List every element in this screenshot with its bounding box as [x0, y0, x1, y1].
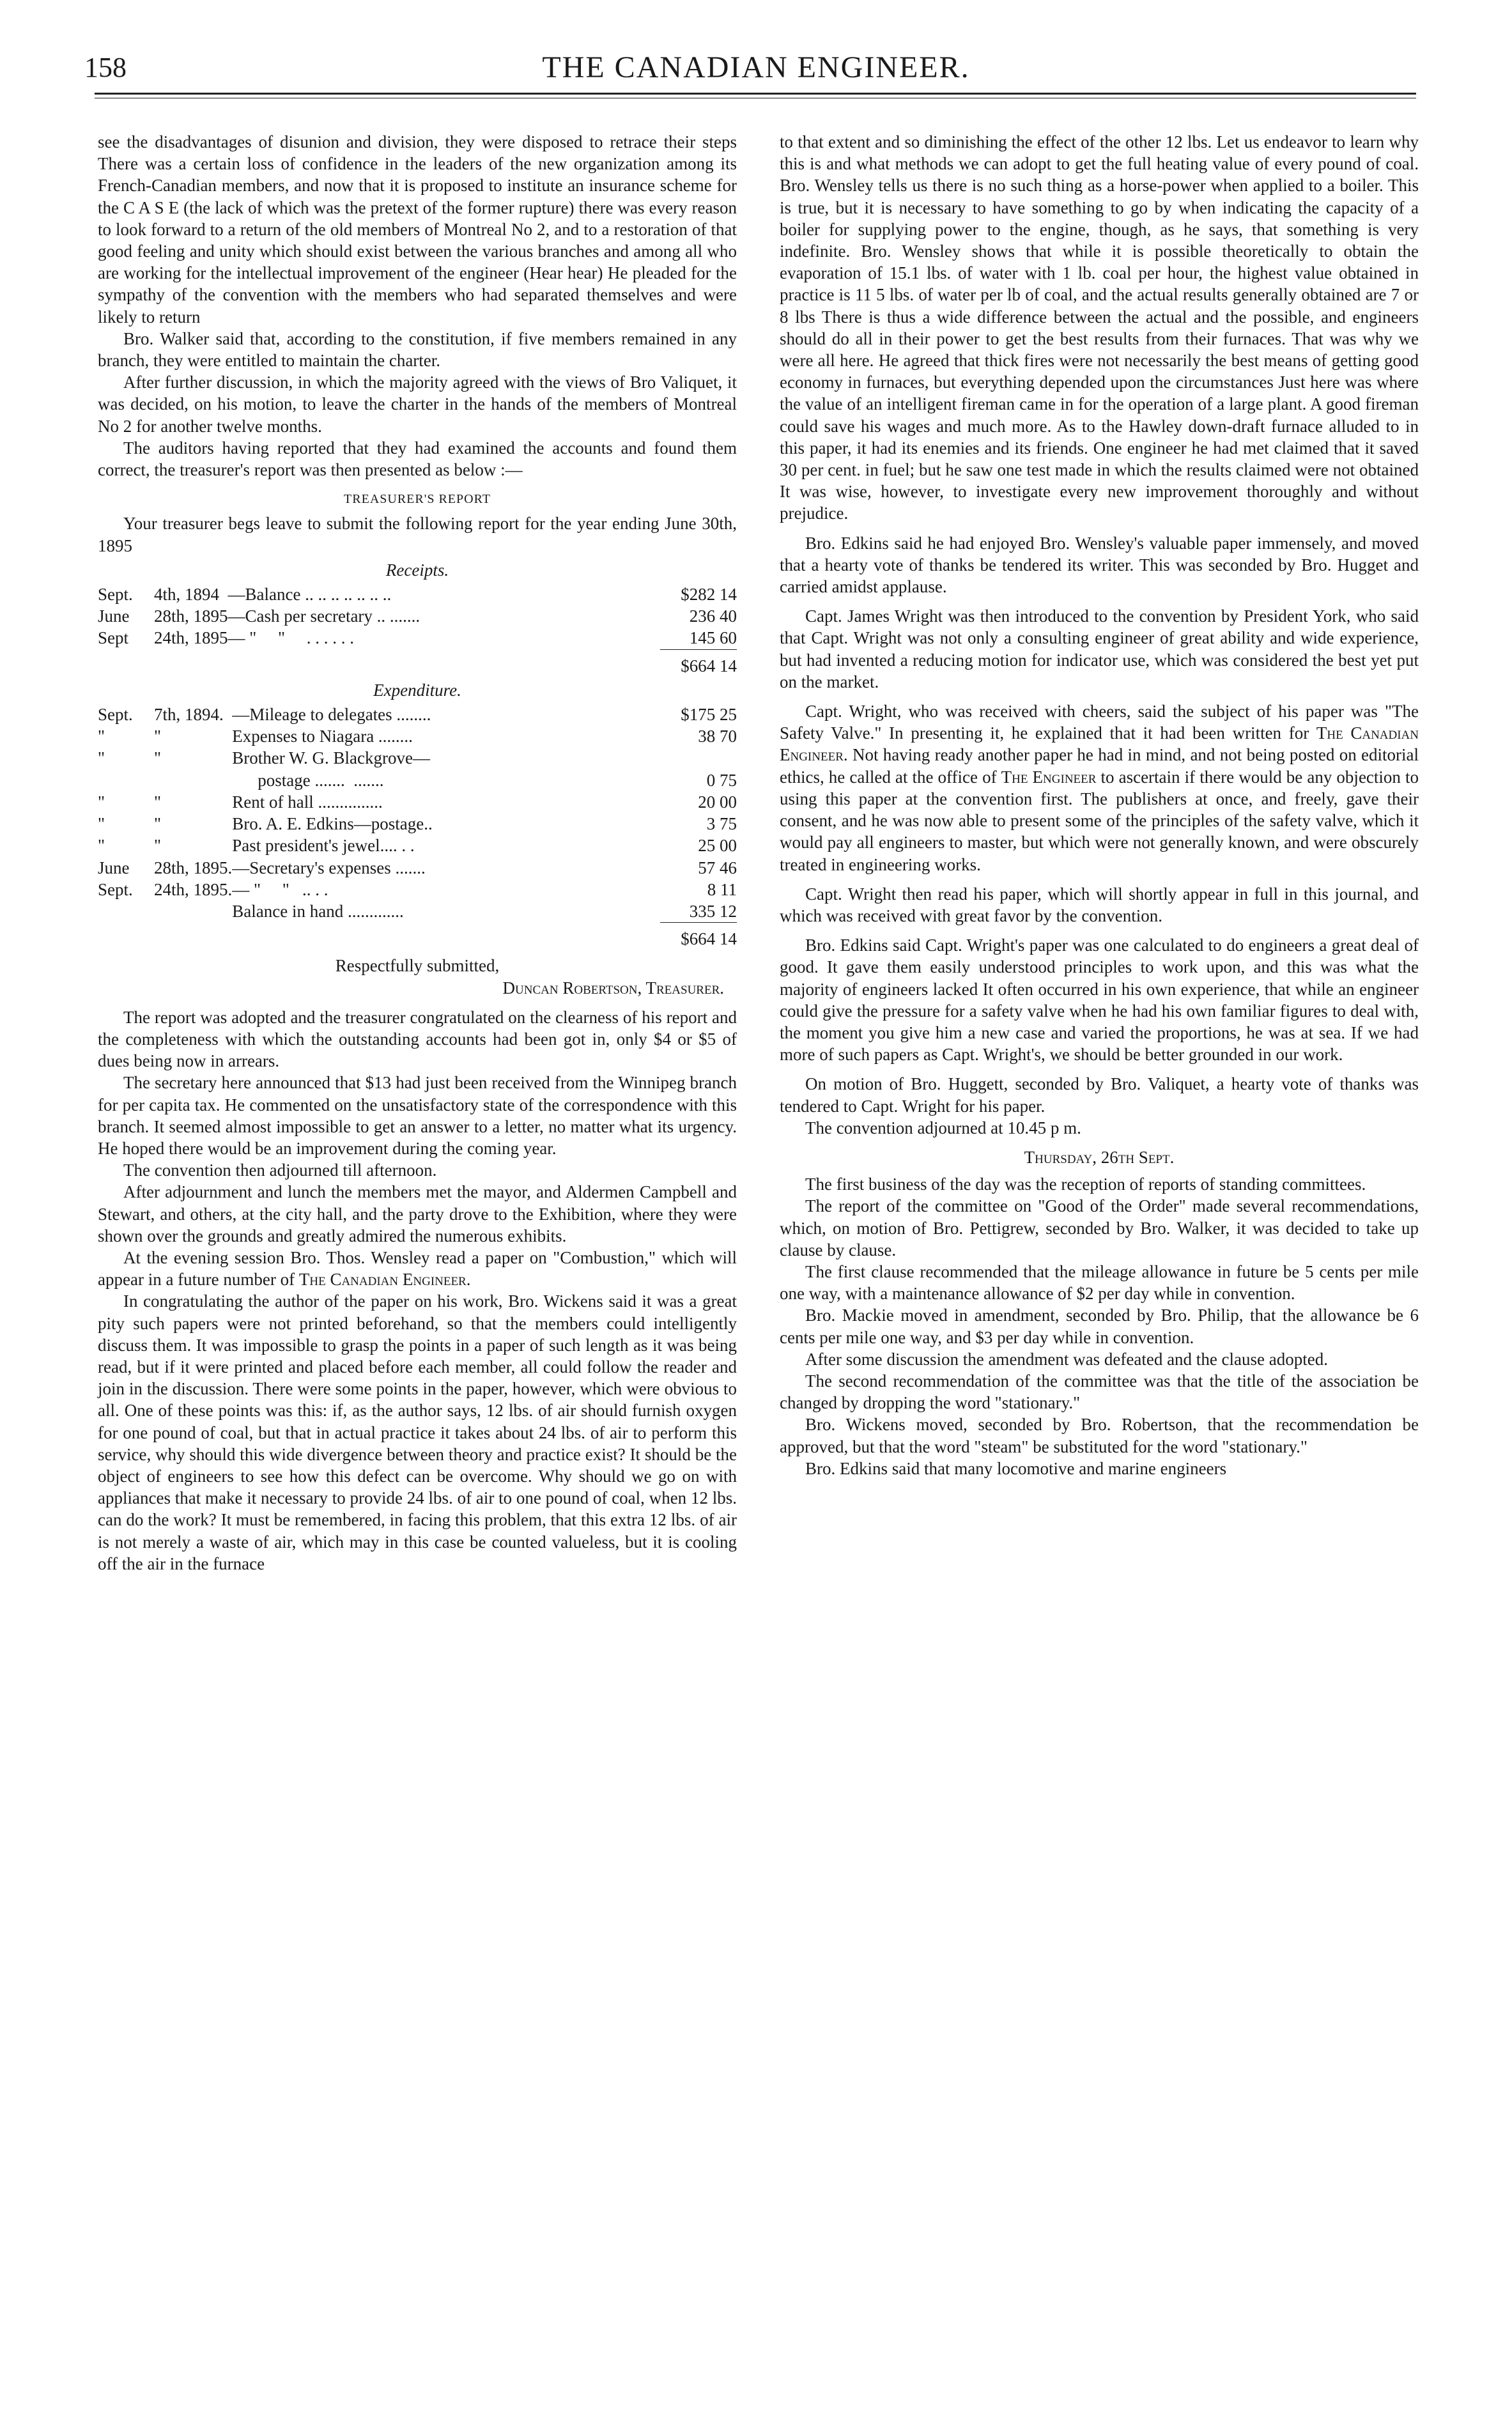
row-description: —Secretary's expenses ....... [232, 858, 426, 877]
paragraph-text: Not having ready another paper he had in mind, and not being posted on editorial ethics, he called at the office of [780, 745, 1419, 787]
row-month: " [98, 814, 105, 834]
receipts-total: $664 14 [660, 649, 737, 677]
table-row [98, 879, 737, 900]
paragraph-text: At the evening session Bro. Thos. Wensley read a paper on "Combustion," which will appear in a future number of [98, 1247, 737, 1290]
table-row [98, 725, 737, 747]
paragraph: After some discussion the amendment was defeated and the clause adopted. [805, 1349, 1328, 1369]
row-description: Brother W. G. Blackgrove— [232, 748, 430, 768]
treasurer-signature: Duncan Robertson, Treasurer. [502, 978, 724, 998]
row-amount: 236 40 [689, 606, 737, 626]
row-date: 28th, 1895 [154, 606, 228, 626]
row-amount: $282 14 [681, 585, 737, 605]
paragraph: The first clause recommended that the mileage allowance in future be 5 cents per mile one way, with a maintenance allowance of $2 per day while in convention. [780, 1261, 1419, 1304]
left-column [98, 131, 737, 1575]
expenditure-table [98, 704, 737, 950]
expenditure-heading: Expenditure. [373, 680, 461, 700]
row-amount: $175 25 [681, 705, 737, 725]
receipts-heading: Receipts. [385, 560, 449, 580]
row-amount: 8 11 [707, 879, 737, 899]
row-month: Sept. [98, 585, 133, 605]
table-row [98, 769, 737, 791]
report-intro: Your treasurer begs leave to submit the following report for the year ending June 30th, 1895 [98, 514, 737, 555]
row-month [98, 769, 154, 791]
paragraph-text: to ascertain if there would be any objection to using this paper at the convention first. The publishers at once, and freely, gave their consent, and he was now able to present some of the principles of the safety valve, which it would pay all engineers to master, but which were not generally known, and were obscurely treated in engineering works. [780, 767, 1419, 874]
table-row [98, 900, 737, 923]
paragraph: The report was adopted and the treasurer congratulated on the clearness of his report and the completeness with which the outstanding accounts had been got in, only $4 or $5 of dues being now in arrears. [98, 1007, 737, 1071]
journal-name: The Engineer [1001, 767, 1097, 787]
row-description: Expenses to Niagara ........ [232, 727, 413, 746]
row-amount: 20 00 [698, 792, 737, 812]
row-date: " [154, 748, 162, 768]
row-amount: 25 00 [698, 836, 737, 856]
row-month: June [98, 858, 130, 877]
journal-name: The Canadian Engineer. [780, 723, 1419, 765]
row-date: " [154, 792, 162, 812]
row-amount: 3 75 [706, 814, 737, 834]
row-month: June [98, 606, 130, 626]
row-month: " [98, 792, 105, 812]
table-row [98, 791, 737, 813]
row-date: 4th, 1894 [154, 585, 220, 605]
paragraph: Capt. Wright then read his paper, which will shortly appear in full in this journal, and which was received with great favor by the convention. [780, 884, 1419, 925]
expenditure-total: $664 14 [660, 923, 737, 950]
paragraph: The first business of the day was the reception of reports of standing committees. [805, 1175, 1366, 1194]
row-month [98, 900, 154, 923]
table-row [98, 704, 737, 725]
row-description: —Balance .. .. .. .. .. .. .. [228, 585, 392, 605]
row-description: Bro. A. E. Edkins—postage.. [232, 814, 433, 834]
respectfully-submitted: Respectfully submitted, [335, 956, 500, 976]
row-month: Sept. [98, 879, 133, 899]
paragraph: see the disadvantages of disunion and division, they were disposed to retrace their steps There was a certain loss of confidence in the leaders of the new organization among its French-Canadian members, and now that it is proposed to institute an insurance scheme for the C A S E (the lack of which was the pretext of the former rupture) there was every reason to look forward to a return of the old members of Montreal No 2, and to a restoration of that good feeling and unity which should exist between the various branches and among all who are working for the intellectual improvement of the engineer (Hear hear) He pleaded for the sympathy of the convention with the members who had separated themselves and were likely to return [98, 132, 737, 327]
paragraph: After further discussion, in which the majority agreed with the views of Bro Valiquet, it was decided, on his motion, to leave the charter in the hands of the members of Montreal No 2 for another twelve months. [98, 373, 737, 436]
table-row [98, 835, 737, 856]
paragraph: The auditors having reported that they had examined the accounts and found them correct, the treasurer's report was then presented as below :— [98, 438, 737, 480]
paragraph: Bro. Edkins said Capt. Wright's paper was one calculated to do engineers a great deal of good. It gave them easily understood principles to work upon, and this was what the majority of engineers lacked It often occurred in his own experience, that while an engineer could give the pressure for a safety valve when he had his own familiar figures to deal with, the moment you give him a new case and varied the proportions, he was at sea. If we had more of such papers as Capt. Wright's, we should be better grounded in our work. [780, 936, 1419, 1065]
page-number: 158 [84, 52, 127, 83]
row-amount [660, 747, 737, 769]
row-description: Balance in hand ............. [232, 901, 404, 921]
paragraph: The convention adjourned at 10.45 p m. [805, 1118, 1081, 1137]
row-amount: 57 46 [698, 858, 737, 877]
row-description: —Cash per secretary .. ....... [228, 606, 420, 626]
table-row [98, 813, 737, 835]
row-date: 24th, 1895. [154, 879, 233, 899]
row-description: —Mileage to delegates ........ [232, 705, 431, 725]
paragraph: After adjournment and lunch the members met the mayor, and Aldermen Campbell and Stewart, and others, at the city hall, and the party drove to the Exhibition, where they were shown over the grounds and greatly admired the numerous exhibits. [98, 1182, 737, 1245]
table-row-total [98, 649, 737, 677]
table-row [98, 857, 737, 879]
table-row [98, 627, 737, 649]
row-description: postage ....... ....... [258, 770, 384, 790]
row-date: " [154, 727, 162, 746]
paragraph: Bro. Wickens moved, seconded by Bro. Robertson, that the recommendation be approved, but that the word "steam" be substituted for the word "stationary." [780, 1415, 1419, 1456]
right-column [780, 131, 1419, 1479]
row-date: 7th, 1894. [154, 705, 224, 725]
row-amount: 145 60 [689, 628, 737, 648]
row-description: — " " .. . . [232, 879, 328, 899]
paragraph: In congratulating the author of the paper on his work, Bro. Wickens said it was a great pity such papers were not printed beforehand, so that the members could intelligently discuss them. It was impossible to grasp the points in a paper of such length as it was being read, but if it were printed and placed before each member, all could follow the reader and join in the discussion. There were some points in the paper, however, which were obvious to all. One of these points was this: if, as the author says, 12 lbs. of air should furnish oxygen for one pound of coal, but that in actual practice it takes about 24 lbs. of air to perform this service, why should this wide divergence between theory and practice exist? It should be the object of engineers to see how this defect can be overcome. Why should we go on with appliances that make it necessary to provide 24 lbs. of air to one pound of coal, when 12 lbs. can do the work? It must be remembered, in facing this problem, that this extra 12 lbs. of air is not merely a waste of air, which may in this case be counted valueless, but it is cooling off the air in the furnace [98, 1291, 737, 1573]
table-row [98, 747, 737, 769]
row-amount: 0 75 [706, 770, 737, 790]
row-date: " [154, 814, 162, 834]
receipts-table [98, 583, 737, 677]
paragraph [98, 1247, 737, 1290]
row-description: — " " . . . . . . [228, 628, 355, 648]
paragraph: Bro. Mackie moved in amendment, seconded by Bro. Philip, that the allowance be 6 cents per mile one way, and $3 per day while in convention. [780, 1306, 1419, 1347]
table-row [98, 605, 737, 627]
row-month: Sept. [98, 705, 133, 725]
table-row-total [98, 923, 737, 950]
row-description: Rent of hall ............... [232, 792, 383, 812]
section-date-heading: Thursday, 26th Sept. [1024, 1147, 1175, 1167]
paragraph: On motion of Bro. Huggett, seconded by Bro. Valiquet, a hearty vote of thanks was tendered to Capt. Wright for his paper. [780, 1074, 1419, 1116]
row-month: " [98, 836, 105, 856]
header-rule-thick [95, 93, 1416, 95]
treasurer-report-heading: TREASURER'S REPORT [344, 492, 491, 507]
row-date: " [154, 836, 162, 856]
paragraph: The report of the committee on "Good of the Order" made several recommendations, which, on motion of Bro. Pettigrew, seconded by Bro. Walker, it was decided to take up clause by clause. [780, 1196, 1419, 1260]
row-date [154, 769, 232, 791]
row-month: " [98, 727, 105, 746]
row-date: 24th, 1895 [154, 628, 228, 648]
paragraph: Bro. Edkins said he had enjoyed Bro. Wensley's valuable paper immensely, and moved that a hearty vote of thanks be tendered its writer. This was seconded by Bro. Hugget and carried amidst applause. [780, 533, 1419, 597]
paragraph: Capt. James Wright was then introduced to the convention by President York, who said that Capt. Wright was not only a consulting engineer of great ability and wide experience, but had invented a reducing motion for indicator use, which was considered the best yet put on the market. [780, 606, 1419, 691]
row-date [154, 900, 232, 923]
row-amount: 38 70 [698, 727, 737, 746]
journal-name: The Canadian Engineer. [298, 1270, 471, 1290]
paragraph: The second recommendation of the committee was that the title of the association be changed by dropping the word "stationary." [780, 1371, 1419, 1413]
row-amount: 335 12 [689, 901, 737, 921]
running-head: THE CANADIAN ENGINEER. [542, 50, 970, 84]
row-month: " [98, 748, 105, 768]
paragraph-text: Capt. Wright, who was received with cheers, said the subject of his paper was "The Safety Valve." In presenting it, he explained that it had been written for [780, 702, 1419, 743]
paragraph [780, 700, 1419, 875]
row-description: Past president's jewel.... . . [232, 836, 415, 856]
paragraph: The convention then adjourned till afternoon. [123, 1160, 437, 1180]
paragraph: Bro. Walker said that, according to the constitution, if five members remained in any branch, they were entitled to maintain the charter. [98, 328, 737, 371]
paragraph: to that extent and so diminishing the effect of the other 12 lbs. Let us endeavor to learn why this is and what methods we can adopt to get the full heating value of every pound of coal. Bro. Wensley tells us there is no such thing as a horse-power when applied to a boiler. This is true, but it is necessary to have something to go by when indicating the capacity of a boiler for supplying power to the engine, though, as he says, that something is very indefinite. Bro. Wensley shows that while it is possible theoretically to obtain the evaporation of 15.1 lbs. of water with 1 lb. coal per hour, the highest value obtained in practice is 11 5 lbs. of water per lb of coal, and the actual results generally obtained are 7 or 8 lbs There is thus a wide difference between the actual and the possible, and engineers should do all in their power to get the best results from their furnaces. That was why we were all here. He agreed that thick fires were not necessarily the best means of getting good economy in furnaces, but everything depended upon the circumstances Just here was where the value of an intelligent fireman came in for the operation of a large plant. A good fireman could save his wages and much more. As to the Hawley down-draft furnace alluded to in this paper, it had its enemies and its friends. One engineer he had met claimed that it saved 30 per cent. in fuel; but he saw one test made in which the results claimed were not obtained It was wise, however, to investigate every new improvement thoroughly and without prejudice. [780, 132, 1419, 523]
table-row [98, 583, 737, 605]
paragraph: Bro. Edkins said that many locomotive and marine engineers [805, 1458, 1227, 1478]
paragraph: The secretary here announced that $13 had just been received from the Winnipeg branch for per capita tax. He commented on the unsatisfactory state of the correspondence with this branch. It seemed almost impossible to get an answer to a letter, no matter what its urgency. He hoped there would be an improvement during the coming year. [98, 1073, 737, 1158]
row-date: 28th, 1895. [154, 858, 233, 877]
row-month: Sept [98, 628, 129, 648]
